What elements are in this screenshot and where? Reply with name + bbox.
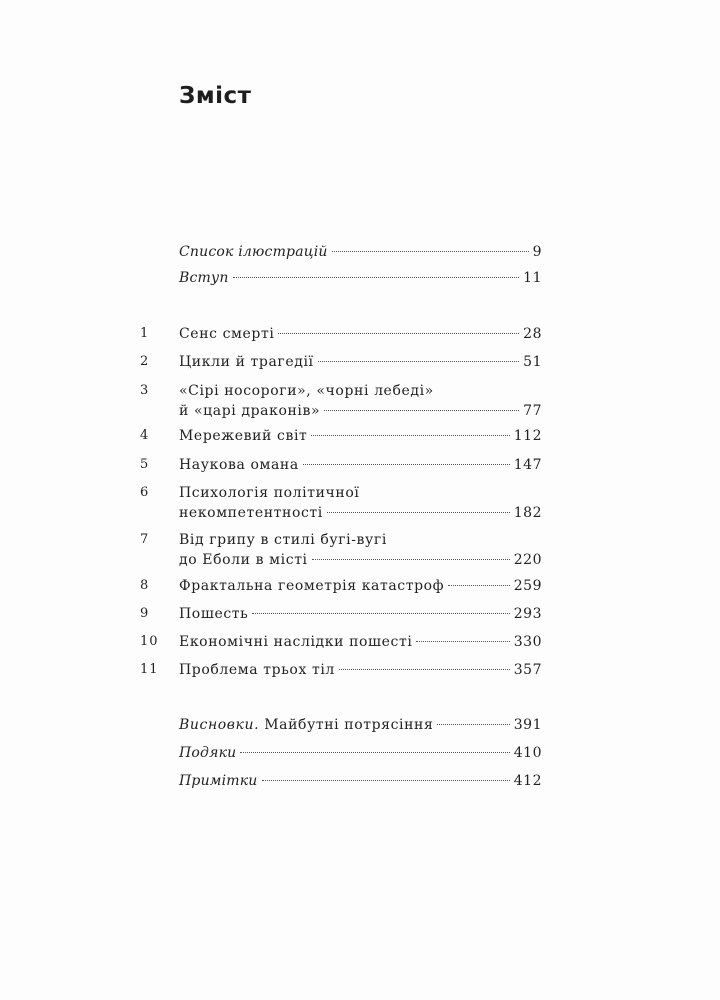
leader-dots (437, 724, 509, 725)
entry-title-line-2: до Еболи в місті (179, 552, 308, 568)
leader-dots (311, 435, 509, 436)
page-number: 293 (513, 606, 542, 622)
leader-dots (339, 669, 510, 670)
page-number: 77 (523, 403, 542, 419)
page-number: 11 (523, 270, 542, 286)
entry-title-rest: Майбутні потрясіння (259, 717, 434, 733)
page-number: 410 (513, 745, 542, 761)
chapter-number: 5 (140, 457, 150, 472)
chapter-number: 6 (140, 485, 150, 500)
leader-dots (252, 613, 509, 614)
leader-dots (262, 780, 510, 781)
chapter-number: 3 (140, 383, 150, 398)
chapter-number: 8 (140, 578, 150, 593)
entry-title: Пошесть (179, 606, 249, 622)
entry-title-line-1: Від грипу в стилі бугі-вугі (179, 532, 387, 548)
entry-title-line-2: й «царі драконів» (179, 403, 321, 419)
page-number: 259 (513, 578, 542, 594)
chapter-number: 7 (140, 532, 150, 547)
entry-title: Сенс смерті (179, 326, 275, 342)
entry-title-line-1: «Сірі носороги», «чорні лебеді» (179, 383, 434, 399)
page-number: 412 (513, 773, 542, 789)
entry-title: Цикли й трагедії (179, 354, 314, 370)
entry-title: Вступ (179, 270, 229, 286)
entry-title: Фрактальна геометрія катастроф (179, 578, 445, 594)
leader-dots (448, 585, 510, 586)
page-number: 182 (513, 505, 542, 521)
page-number: 220 (513, 552, 542, 568)
entry-title: Мережевий світ (179, 428, 308, 444)
entry-title-line-1: Психологія політичної (179, 485, 360, 501)
page-number: 51 (523, 354, 542, 370)
leader-dots (233, 277, 520, 278)
entry-title: Наукова омана (179, 457, 299, 473)
leader-dots (332, 251, 529, 252)
chapter-number: 9 (140, 606, 150, 621)
leader-dots (416, 641, 509, 642)
page-number: 9 (532, 244, 542, 260)
leader-dots (240, 752, 509, 753)
chapter-number: 10 (140, 634, 159, 649)
chapter-number: 4 (140, 428, 150, 443)
page-title: Зміст (179, 83, 252, 109)
chapter-number: 11 (140, 662, 159, 677)
entry-title: Економічні наслідки пошесті (179, 634, 413, 650)
leader-dots (327, 512, 510, 513)
leader-dots (303, 464, 510, 465)
page-number: 112 (513, 428, 542, 444)
leader-dots (278, 333, 519, 334)
chapter-number: 2 (140, 354, 150, 369)
page-number: 391 (513, 717, 542, 733)
entry-title (179, 715, 433, 735)
entry-title-italic: Висновки. (179, 717, 260, 733)
entry-title-line-2: некомпетентності (179, 505, 323, 521)
chapter-number: 1 (140, 326, 150, 341)
page-number: 357 (513, 662, 542, 678)
entry-title: Проблема трьох тіл (179, 662, 335, 678)
entry-title: Список ілюстрацій (179, 244, 328, 260)
page-number: 28 (523, 326, 542, 342)
page-number: 147 (513, 457, 542, 473)
leader-dots (324, 410, 519, 411)
leader-dots (312, 559, 510, 560)
page-number: 330 (513, 634, 542, 650)
leader-dots (318, 361, 520, 362)
entry-title: Примітки (179, 773, 258, 789)
entry-title: Подяки (179, 745, 237, 761)
